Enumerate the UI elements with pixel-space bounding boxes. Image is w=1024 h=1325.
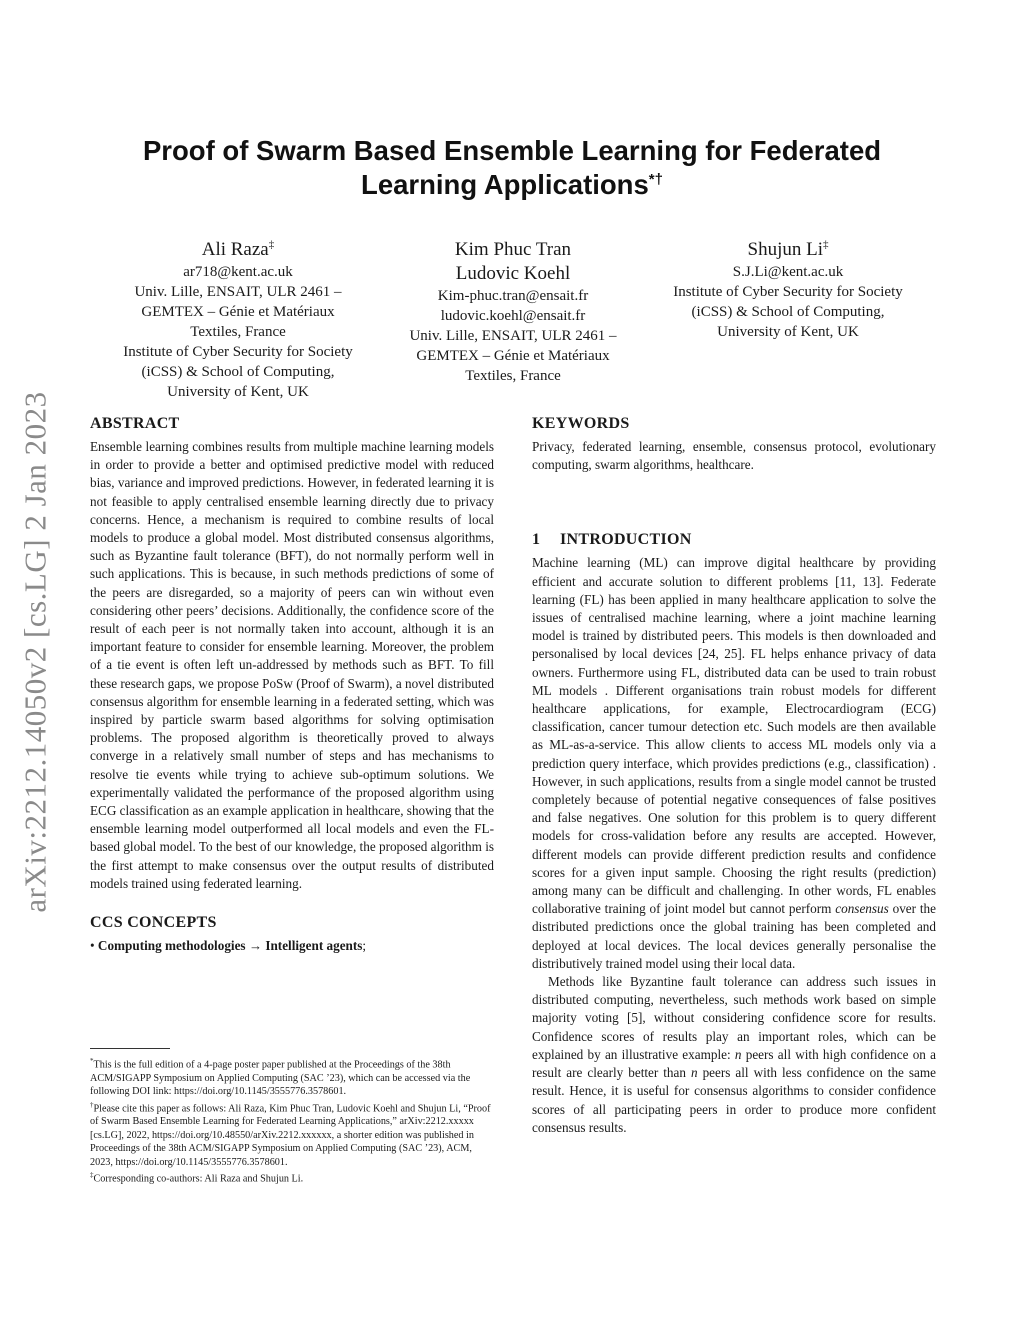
author-email: Kim-phuc.tran@ensait.fr [437,288,589,304]
author-email: ar718@kent.ac.uk [183,264,293,280]
author-affiliation-line: GEMTEX – Génie et Matériaux [416,348,610,364]
author-name: Ludovic Koehl [455,263,571,284]
ccs-end: ; [362,938,367,954]
author-name [640,238,936,262]
author-block-middle [380,238,646,386]
footnote-mark: ‡ [90,1171,94,1180]
author-mark: ‡ [822,238,829,251]
intro-paragraph-1 [532,554,936,973]
author-affiliation-line: Institute of Cyber Security for Society [123,344,353,360]
author-email: S.J.Li@kent.ac.uk [732,264,844,280]
paper-title [90,134,934,202]
footnote-mark: † [90,1100,94,1109]
footnote-text: This is the full edition of a 4-page poster paper published at the Proceedings of the 38th ACM/SIGAPP Symposium on Applied Computing (SAC ’23), which can be accessed via the following DOI link: https://doi.org/10.1145/3555776.3578601. [90,1059,471,1098]
ccs-sub-concept: Intelligent agents [265,938,363,954]
intro-p2-var: n [734,1046,742,1062]
author-affiliation-line: (iCSS) & School of Computing, [691,304,885,320]
intro-p2-var: n [690,1065,698,1081]
abstract-text: Ensemble learning combines results from multiple machine learning models in order to provide a better and optimised predictive model with reduced bias, variance and improved predictions. However, in federated learning it is not feasible to apply centralised ensemble learning directly due to privacy concerns. Hence, a mechanism is required to combine results of local models to produce a global model. Most distributed consensus algorithms, such as Byzantine fault tolerance (BFT), do not normally perform well in such applications. This is because, in such methods predictions of some of the peers are disregarded, so a majority of peers can win without even considering other peers’ decisions. Additionally, the confidence score of the result of each peer is not normally taken into account, although it is an important feature to consider for ensemble learning. Moreover, the problem of a tie event is often left un-addressed by methods such as BFT. To fill these research gaps, we propose PoSw (Proof of Swarm), a novel distributed consensus algorithm for ensemble learning in a federated setting, which was inspired by particle swarm based algorithms for solving optimisation problems. The proposed algorithm is theoretically proved to always converge in a relatively small number of steps and has mechanisms to resolve tie events while trying to achieve sub-optimum solutions. We experimentally validated the performance of the proposed algorithm using ECG classification as an example application in healthcare, showing that the ensemble learning model outperformed all local models and even the FL-based global model. To the best of our knowledge, the proposed algorithm is the first attempt to make consensus over the output results of distributed models trained using federated learning. [90,439,494,891]
author-name [90,238,386,262]
ccs-heading: CCS CONCEPTS [90,914,217,932]
keywords-heading: KEYWORDS [532,415,630,432]
ccs-arrow: → [248,938,263,954]
footnote-text: Please cite this paper as follows: Ali Raza, Kim Phuc Tran, Ludovic Koehl and Shujun Li, “Proof of Swarm Based Ensemble Learning for Federated Learning Applications,” arXiv:2212.xxxxx [cs.LG], 2022, https://doi.org/10.48550/arXiv.2212.xxxxxx, a shorter edition was published in Proceedings of the 38th ACM/SIGAPP Symposium on Applied Computing (SAC ’23), ACM, 2023, https://doi.org/10.1145/3555776.3578601. [90,1103,491,1168]
author-block-right [640,238,936,342]
footnote-rule [90,1048,170,1049]
intro-p1-text: Machine learning (ML) can improve digital healthcare by providing efficient and accurate solution to different problems [11, 13]. Federate learning (FL) has been applied in many healthcare application to solve the issues of centralised machine learning, where a joint machine learning model is trained by distributed peers. This models is then downloaded and personalised by local devices [24, 25]. FL helps enhance privacy of data owners. Furthermore using FL, distributed data can be used to train robust ML models . Different organisations train robust models for different healthcare applications, for example, Electrocardiogram (ECG) classification, cancer tumour detection etc. Such models are then available as ML-as-a-service. This allow clients to access ML models only via a prediction query interface, which provides predictions (e.g., classification) . However, in such applications, results from a single model cannot be trusted completely because of potential negative consequences of false positives and false negatives. One solution for this problem is to query different models for cross-validation before any results are accepted. However, different models can provide different prediction results and confidence scores for a given input sample. Choosing the right results (prediction) among many can be difficult and challenging. In other words, FL enables collaborative training of joint model but cannot perform [532,555,936,917]
author-affiliation-line: (iCSS) & School of Computing, [141,364,335,380]
title-line-1: Proof of Swarm Based Ensemble Learning for Federated [142,135,882,166]
author-affiliation-line: Univ. Lille, ENSAIT, ULR 2461 – [409,328,617,344]
section-title: INTRODUCTION [560,531,692,549]
author-affiliation-line: University of Kent, UK [717,324,859,340]
intro-p1-text-cont: over the distributed predictions once the global training has been completed and deployed at local devices. The local devices generally personalise the distributively trained model using their local data. [532,901,937,971]
intro-paragraph-2 [532,973,936,1137]
author-affiliation-line: Textiles, France [190,324,286,340]
title-marks: *† [648,170,663,188]
footnote-mark: * [90,1057,94,1065]
right-column [532,414,936,1137]
author-affiliation-line: Institute of Cyber Security for Society [673,284,903,300]
author-name-text: Ali Raza [201,239,269,260]
ccs-concepts-line [90,937,494,955]
arxiv-identifier-text: arXiv:2212.14050v2 [cs.LG] 2 Jan 2023 [18,391,53,913]
author-mark: ‡ [268,238,275,251]
left-column [90,414,494,955]
author-name-text: Shujun Li [747,239,823,260]
intro-p2-text: peers all with less confidence on the same result. Hence, it is useful for consensus algorithms to consider confidence scores of all participating peers in order to produce more confident consensus results. [532,1065,937,1135]
intro-p2-text: Methods like Byzantine fault tolerance can address such issues in distributed computing, nevertheless, such methods work based on simple majority voting [5], without considering confidence score for results. Confidence scores of results play an important roles, which can be explained by an illustrative example: [532,974,936,1062]
author-affiliation-line: Textiles, France [465,368,561,384]
keywords-text: Privacy, federated learning, ensemble, consensus protocol, evolutionary computing, swarm algorithms, healthcare. [532,439,936,473]
footnote-3 [90,1169,494,1186]
author-affiliation-line: Univ. Lille, ENSAIT, ULR 2461 – [134,284,342,300]
author-name: Kim Phuc Tran [454,239,572,260]
footnotes [90,1048,494,1186]
author-block-left [90,238,386,402]
section-number: 1 [532,531,541,549]
title-line-2 [90,168,934,202]
ccs-bullet: • [90,938,95,954]
footnote-2 [90,1099,494,1169]
abstract-heading: ABSTRACT [90,415,180,432]
author-affiliation-line: University of Kent, UK [167,384,309,400]
introduction-heading [532,530,936,550]
ccs-concept: Computing methodologies [97,938,246,954]
intro-p2-text: peers all with high confidence on a result are clearly better than [532,1046,937,1081]
author-affiliation-line: GEMTEX – Génie et Matériaux [141,304,335,320]
arxiv-identifier-stamp [16,372,56,932]
author-email: ludovic.koehl@ensait.fr [440,308,586,324]
title-line-2-text: Learning Applications [361,169,649,200]
intro-p1-emphasis: consensus [835,901,889,917]
footnote-text: Corresponding co-authors: Ali Raza and Shujun Li. [93,1173,304,1185]
footnote-1 [90,1055,494,1099]
